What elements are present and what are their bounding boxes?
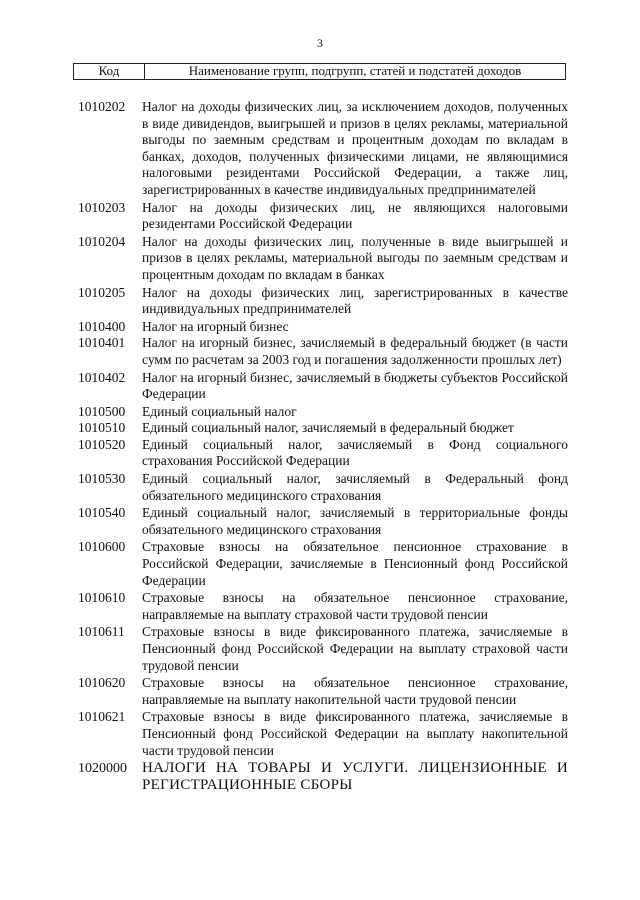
row-text: Налог на игорный бизнес, зачисляемый в федеральный бюджет (в части сумм по расчетам за 2003 год и погашения задолженности прошлых лет) (142, 335, 568, 367)
row-text: Страховые взносы на обязательное пенсионное страхование, направляемые на выплату накопительной части трудовой пенсии (142, 675, 568, 707)
table-row (78, 420, 568, 437)
header-name-label: Наименование групп, подгрупп, статей и подстатей доходов (188, 63, 522, 78)
table-row (78, 539, 568, 589)
table-row (78, 335, 568, 368)
page-number: 3 (317, 36, 323, 50)
table-row (78, 370, 568, 403)
row-text: Страховые взносы на обязательное пенсионное страхование в Российской Федерации, зачисляемые в Пенсионный фонд Российской Федерации (142, 539, 568, 588)
row-text: Единый социальный налог, зачисляемый в Федеральный фонд обязательного медицинского страхования (142, 471, 568, 503)
row-text: Единый социальный налог, зачисляемый в федеральный бюджет (142, 420, 514, 436)
row-code: 1010204 (78, 233, 126, 249)
row-code: 1010540 (78, 505, 126, 521)
table-row (78, 285, 568, 318)
income-code-list (78, 99, 568, 794)
table-row (78, 99, 568, 199)
table-row (78, 404, 568, 421)
row-code: 1010510 (78, 420, 126, 436)
row-code: 1010530 (78, 471, 126, 487)
row-code: 1010621 (78, 709, 126, 725)
row-text: НАЛОГИ НА ТОВАРЫ И УСЛУГИ. ЛИЦЕНЗИОННЫЕ И РЕГИСТРАЦИОННЫЕ СБОРЫ (142, 760, 568, 794)
row-code: 1020000 (78, 761, 127, 777)
row-code: 1010402 (78, 369, 126, 385)
table-row (78, 200, 568, 233)
row-text: Налог на игорный бизнес, зачисляемый в бюджеты субъектов Российской Федерации (142, 369, 568, 402)
row-text: Единый социальный налог (142, 403, 297, 419)
row-text: Единый социальный налог, зачисляемый в Фонд социального страхования Российской Федерации (142, 436, 568, 469)
row-text: Налог на доходы физических лиц, полученные в виде выигрышей и призов в целях рекламы, материальной выгоды по заемным средствам и процентным доходам по вкладам в банках (142, 233, 568, 282)
row-text: Налог на доходы физических лиц, за исключением доходов, полученных в виде дивидендов, выигрышей и призов в целях рекламы, материальной выгоды по заемным средствам и процентным доходам по вкладам в банках, доходов, полученных физическими лицами, не являющимися налоговыми резидентами Российской Федерации, а также лиц, зарегистрированных в качестве индивидуальных предпринимателей (142, 99, 568, 197)
row-text: Налог на игорный бизнес (142, 318, 289, 334)
table-header (73, 63, 566, 80)
table-row (78, 590, 568, 623)
row-code: 1010500 (78, 403, 126, 419)
row-code: 1010400 (78, 318, 126, 334)
row-text: Страховые взносы в виде фиксированного платежа, зачисляемые в Пенсионный фонд Российской Федерации на выплату страховой части трудовой пенсии (142, 624, 568, 673)
table-row (78, 760, 568, 794)
row-code: 1010611 (78, 624, 125, 640)
row-code: 1010600 (78, 539, 126, 555)
row-code: 1010202 (78, 99, 126, 114)
row-text: Налог на доходы физических лиц, не являющихся налоговыми резидентами Российской Федерации (142, 199, 568, 232)
table-row (78, 471, 568, 504)
table-row (78, 319, 568, 336)
table-row (78, 234, 568, 284)
table-row (78, 675, 568, 708)
header-code-label: Код (74, 64, 145, 79)
row-code: 1010401 (78, 335, 126, 351)
table-row (78, 437, 568, 470)
table-row (78, 505, 568, 538)
row-code: 1010610 (78, 590, 126, 606)
table-row (78, 624, 568, 674)
row-code: 1010203 (78, 199, 126, 215)
row-text: Страховые взносы на обязательное пенсионное страхование, направляемые на выплату страховой части трудовой пенсии (142, 590, 568, 622)
row-text: Налог на доходы физических лиц, зарегистрированных в качестве индивидуальных предпринимателей (142, 284, 568, 317)
row-code: 1010520 (78, 436, 126, 452)
row-code: 1010205 (78, 284, 126, 300)
table-row (78, 709, 568, 759)
row-text: Страховые взносы в виде фиксированного платежа, зачисляемые в Пенсионный фонд Российской Федерации на выплату накопительной части трудовой пенсии (142, 709, 568, 758)
row-text: Единый социальный налог, зачисляемый в территориальные фонды обязательного медицинского страхования (142, 505, 568, 537)
row-code: 1010620 (78, 675, 126, 691)
